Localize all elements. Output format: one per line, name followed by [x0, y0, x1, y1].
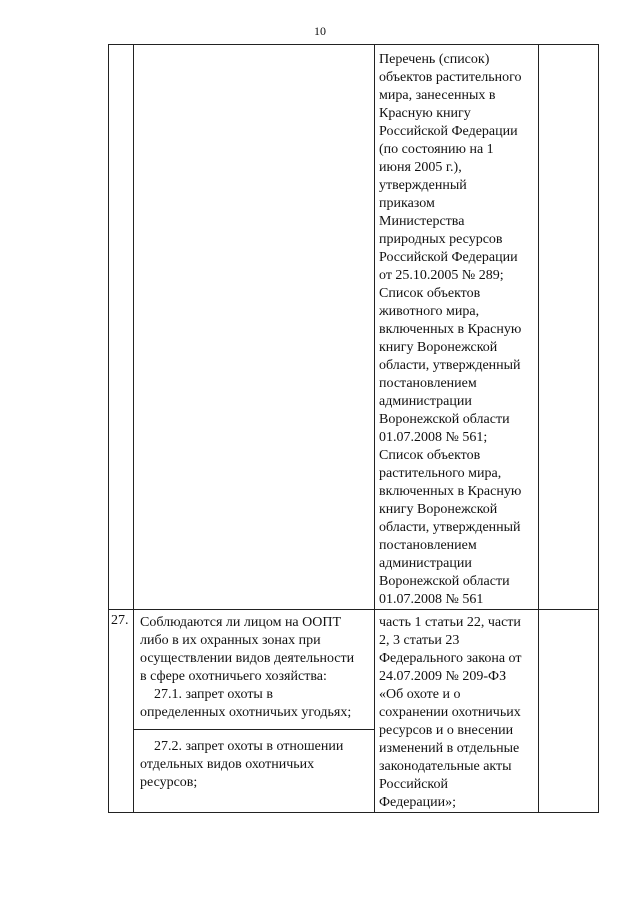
subquestion-27-1-text: 27.1. запрет охоты в определенных охотничьих угодьях; [140, 687, 352, 720]
number-cell [109, 610, 134, 813]
answer-cell [539, 610, 599, 813]
subquestion-27-2 [134, 730, 374, 792]
number-cell [109, 45, 134, 610]
question-cell [134, 610, 375, 730]
legal-basis-text: часть 1 статьи 22, части 2, 3 статьи 23 Федерального закона от 24.07.2009 № 209-ФЗ «Об охоте и о сохранении охотничьих ресурсов и о внесении изменений в отдельные законодательные акты Российской Федерации»; [379, 615, 522, 810]
item-number: 27. [111, 613, 129, 628]
answer-cell [539, 45, 599, 610]
table-row-27 [109, 610, 599, 730]
subquestion-27-2-text: 27.2. запрет охоты в отношении отдельных видов охотничьих ресурсов; [140, 739, 344, 791]
question-text: Соблюдаются ли лицом на ООПТ либо в их охранных зонах при осуществлении видов деятельности в сфере охотничьего хозяйства: [140, 615, 355, 684]
table-row-continuation [109, 45, 599, 610]
question-cell [134, 730, 375, 813]
requirements-table [108, 44, 599, 813]
subquestion-27-1 [134, 686, 374, 722]
legal-basis-cell [375, 45, 539, 610]
legal-basis-cell [375, 610, 539, 813]
legal-basis-text: Перечень (список) объектов растительного мира, занесенных в Красную книгу Российской Федерации (по состоянию на 1 июня 2005 г.), утвержденный приказом Министерства природных ресурсов Российской Федерации от 25.10.2005 № 289; Список объектов животного мира, включенных в Красную книгу Воронежской области, утвержденный постановлением администрации Воронежской области 01.07.2008 № 561; Список объектов растительного мира, включенных в Красную книгу Воронежской области, утвержденный постановлением администрации Воронежской области 01.07.2008 № 561 [379, 52, 522, 607]
page-number: 10 [314, 24, 326, 38]
question-cell [134, 45, 375, 610]
